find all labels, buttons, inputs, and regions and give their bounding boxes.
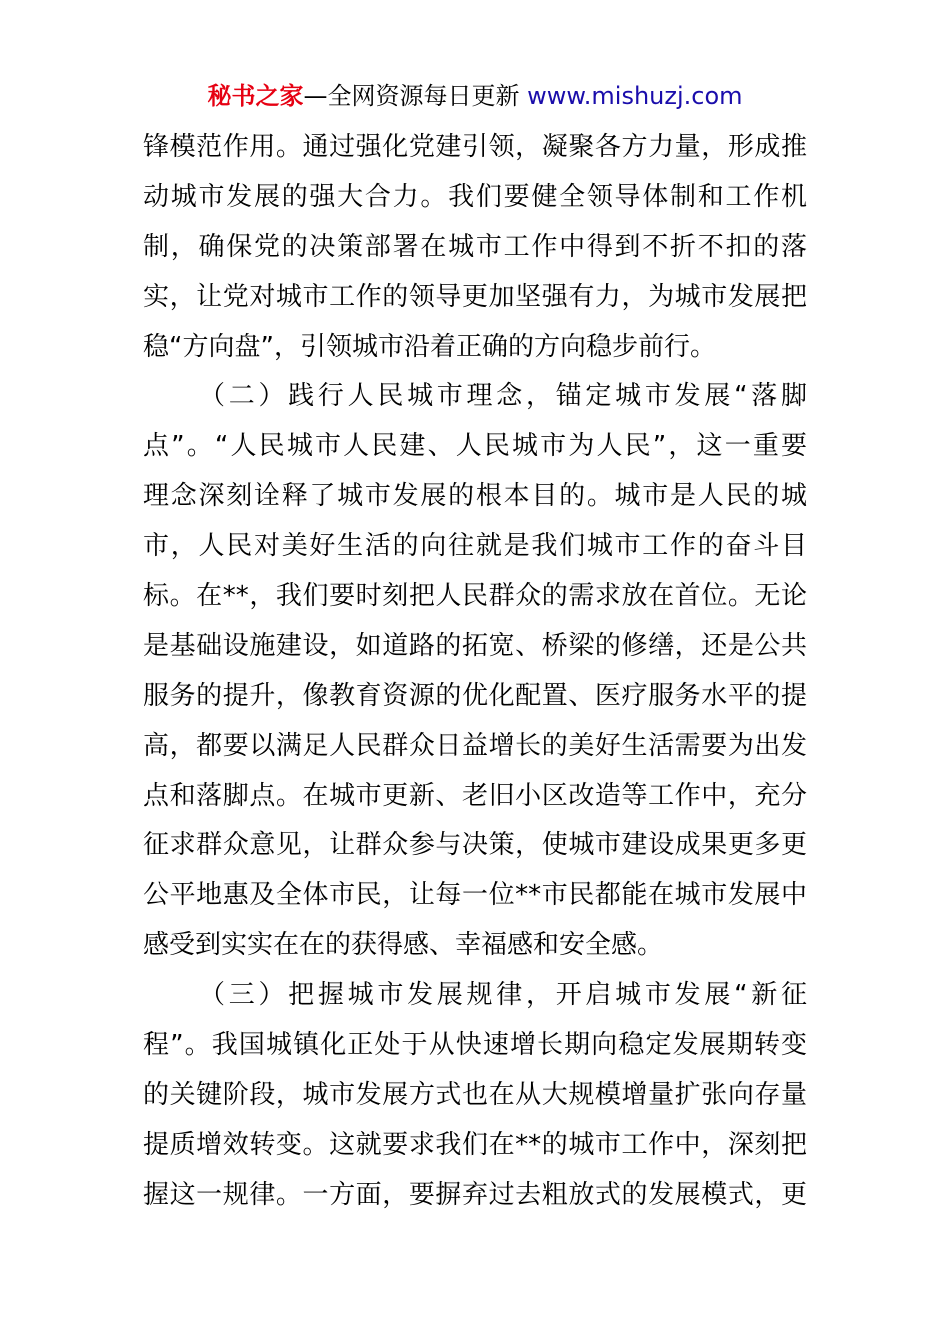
text-line: 高，都要以满足人民群众日益增长的美好生活需要为出发	[143, 730, 807, 761]
header-tagline: —全网资源每日更新	[303, 82, 520, 110]
header-url: www.mishuzj.com	[527, 82, 743, 110]
text-line: 提质增效转变。这就要求我们在**的城市工作中，深刻把	[143, 1129, 807, 1160]
text-line: 公平地惠及全体市民，让每一位**市民都能在城市发展中	[143, 880, 807, 911]
text-line: 理念深刻诠释了城市发展的根本目的。城市是人民的城	[143, 481, 807, 512]
text-line: 实，让党对城市工作的领导更加坚强有力，为城市发展把	[143, 281, 807, 312]
text-line: 稳“方向盘”，引领城市沿着正确的方向稳步前行。	[143, 331, 716, 362]
body-text	[143, 123, 807, 1221]
text-line: 是基础设施建设，如道路的拓宽、桥梁的修缮，还是公共	[143, 630, 807, 661]
header-brand: 秘书之家	[207, 82, 304, 110]
text-line: 市，人民对美好生活的向往就是我们城市工作的奋斗目	[143, 531, 807, 562]
text-line: 征求群众意见，让群众参与决策，使城市建设成果更多更	[143, 830, 807, 861]
page-header	[0, 80, 950, 112]
text-line: 的关键阶段，城市发展方式也在从大规模增量扩张向存量	[143, 1079, 807, 1110]
text-line: 制，确保党的决策部署在城市工作中得到不折不扣的落	[143, 231, 807, 262]
section-heading-line: （三）把握城市发展规律，开启城市发展“新征	[199, 980, 807, 1011]
text-line: 服务的提升，像教育资源的优化配置、医疗服务水平的提	[143, 680, 807, 711]
text-line: 握这一规律。一方面，要摒弃过去粗放式的发展模式，更	[143, 1179, 807, 1210]
text-line: 点”。“人民城市人民建、人民城市为人民”，这一重要	[143, 431, 807, 462]
text-line: 标。在**，我们要时刻把人民群众的需求放在首位。无论	[143, 581, 807, 612]
text-line: 动城市发展的强大合力。我们要健全领导体制和工作机	[143, 181, 807, 212]
text-line: 感受到实实在在的获得感、幸福感和安全感。	[143, 930, 664, 961]
text-line: 锋模范作用。通过强化党建引领，凝聚各方力量，形成推	[143, 132, 807, 162]
text-line: 点和落脚点。在城市更新、老旧小区改造等工作中，充分	[143, 780, 807, 811]
section-heading-line: （二）践行人民城市理念，锚定城市发展“落脚	[199, 381, 807, 412]
text-line: 程”。我国城镇化正处于从快速增长期向稳定发展期转变	[143, 1030, 807, 1061]
